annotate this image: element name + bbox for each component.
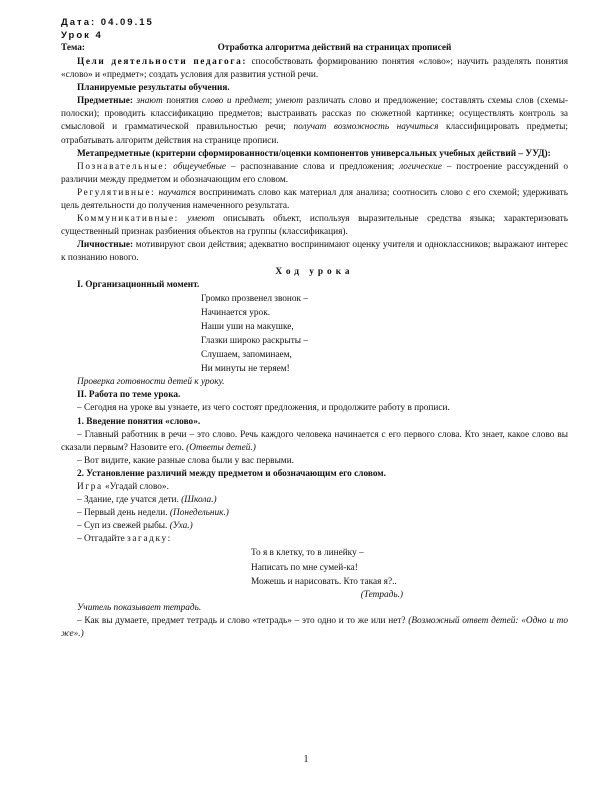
poem-line: Глазки широко раскрыты –: [201, 335, 308, 346]
regulatory-paragraph: [61, 187, 568, 213]
subject-text-3: различать слово и предложение; составлять схемы слов (схемы-полоски); проводить классификацию предметов; выстраивать рассказ по сюжетной картинке; осуществлять контроль за смысловой и грамматической правильностью речи;: [61, 96, 569, 133]
question-text: – Суп из свежей рыбы.: [77, 521, 168, 532]
game-question-1: [61, 494, 568, 507]
subject-text-2: ;: [269, 96, 273, 107]
game-name: «Угадай слово».: [105, 482, 169, 492]
know-word: знают: [136, 96, 163, 107]
lesson-course-title: Ход урока: [275, 266, 354, 277]
subject-results-paragraph: [61, 95, 568, 147]
question-text: – Здание, где учатся дети.: [77, 495, 179, 506]
game-line: [61, 481, 568, 494]
cognitive-label: Познавательные:: [77, 161, 169, 172]
topic-title: Отработка алгоритма действий на страницах прописей: [217, 43, 452, 53]
subsection-word-concept: 1. Введение понятия «слово».: [77, 416, 201, 427]
cognitive-text-2: – построение рассуждений о различии между предметом и обозначающим его словом.: [61, 161, 569, 185]
topic-row: [61, 42, 568, 56]
poem-line: Ни минуты не теряем!: [201, 364, 290, 375]
will-learn-phrase: получат возможность научиться: [293, 122, 439, 133]
subject-label: Предметные:: [77, 96, 133, 107]
riddle-poem: [61, 546, 568, 588]
game-question-2: [61, 507, 568, 520]
communicative-paragraph: [61, 213, 568, 239]
communicative-text: описывать объект, используя выразительные средства языка; характеризовать существенный признак разбиения объектов на группы (классификация).: [61, 214, 568, 238]
different-words-paragraph: – Вот видите, какие разные слова были у вас первыми.: [77, 455, 294, 466]
question-answer: (Уха.): [169, 521, 193, 532]
question-paragraph: [61, 615, 568, 641]
subject-text-1: понятия: [166, 96, 199, 107]
cognitive-paragraph: [61, 161, 568, 187]
lesson-number: Урок 4: [61, 30, 103, 41]
communicative-can-word: умеют: [187, 214, 215, 225]
planned-heading: Планируемые результаты обучения.: [77, 83, 230, 94]
poem-line: Слушаем, запоминаем,: [201, 350, 292, 361]
document-page: [61, 16, 568, 641]
communicative-label: Коммуникативные:: [77, 214, 179, 225]
intro-paragraph: – Сегодня на уроке вы узнаете, из чего состоят предложения, и продолжите работу в прописи.: [77, 403, 450, 414]
can-word: умеют: [275, 96, 303, 107]
riddle-answer: (Тетрадь.): [360, 589, 403, 600]
lesson-date: Дата: 04.09.15: [61, 17, 154, 28]
general-word: общеучебные: [173, 161, 227, 172]
question-text: – Как вы думаете, предмет тетрадь и слово «тетрадь» – это одно и то же или нет?: [77, 615, 406, 626]
regulatory-label: Регулятивные:: [77, 187, 156, 198]
page-number: 1: [303, 754, 309, 765]
goals-text: способствовать формированию понятия «слово»; научить разделять понятия «слово» и «предмет»; создать условия для развития устной речи.: [61, 57, 568, 81]
subject-concepts: слово и предмет: [201, 96, 270, 107]
topic-label: Тема:: [61, 43, 85, 53]
regulatory-text: воспринимать слово как материал для анализа; соотносить слово с его схемой; удерживать цель деятельности до получения намеченного результата.: [61, 187, 568, 212]
children-answers-note: (Ответы детей.): [186, 442, 256, 453]
personal-text: мотивируют свои действия; адекватно воспринимают оценку учителя и одноклассников; выражают интерес к познанию нового.: [61, 240, 568, 264]
greeting-poem: [61, 292, 568, 377]
subject-text-4: классифицировать предметы; отрабатывать алгоритм действия на странице прописи.: [61, 122, 569, 146]
riddle-intro: – Отгадайте: [77, 534, 125, 545]
possible-answer-note: (Возможный ответ детей: «Одно и то же».): [61, 615, 568, 640]
section-work-on-topic: II. Работа по теме урока.: [77, 390, 181, 401]
riddle-line: Можешь и нарисовать. Кто такая я?..: [251, 576, 397, 587]
game-question-3: [61, 520, 568, 533]
goals-label: Цели деятельности педагога:: [77, 57, 248, 67]
riddle-line: Написать по мне сумей-ка!: [251, 562, 358, 573]
poem-line: Наши уши на макушке,: [201, 321, 294, 332]
teacher-shows-note: Учитель показывает тетрадь.: [77, 602, 202, 613]
question-answer: (Понедельник.): [169, 508, 229, 519]
game-label: Игра: [77, 482, 103, 492]
personal-paragraph: [61, 239, 568, 265]
riddle-line: То я в клетку, то в линейку –: [251, 548, 364, 559]
metasubject-heading: Метапредметные (критерии сформированности/оценки компонентов универсальных учебных действий – УУД):: [77, 148, 551, 159]
personal-label: Личностные:: [77, 240, 134, 251]
poem-line: Громко прозвенел звонок –: [201, 293, 309, 304]
question-text: – Первый день недели.: [77, 508, 168, 519]
riddle-word: загадку:: [127, 534, 172, 545]
main-worker-paragraph: [61, 429, 568, 455]
learn-word: научатся: [158, 187, 196, 198]
question-answer: (Школа.): [181, 495, 217, 506]
goals-paragraph: [61, 56, 568, 82]
subsection-object-vs-word: 2. Установление различий между предметом и обозначающим его словом.: [77, 468, 386, 479]
cognitive-text-1: – распознавание слова и предложения;: [230, 161, 395, 172]
logical-word: логические: [399, 161, 442, 172]
readiness-check: Проверка готовности детей к уроку.: [77, 377, 225, 388]
main-worker-text: – Главный работник в речи – это слово. Речь каждого человека начинается с его первого слова. Кто знает, какое слово вы сказали первым? Назовите его.: [61, 429, 568, 453]
riddle-intro-line: [61, 533, 568, 546]
poem-line: Начинается урок.: [201, 307, 271, 318]
section-organizational: I. Организационный момент.: [77, 279, 200, 290]
